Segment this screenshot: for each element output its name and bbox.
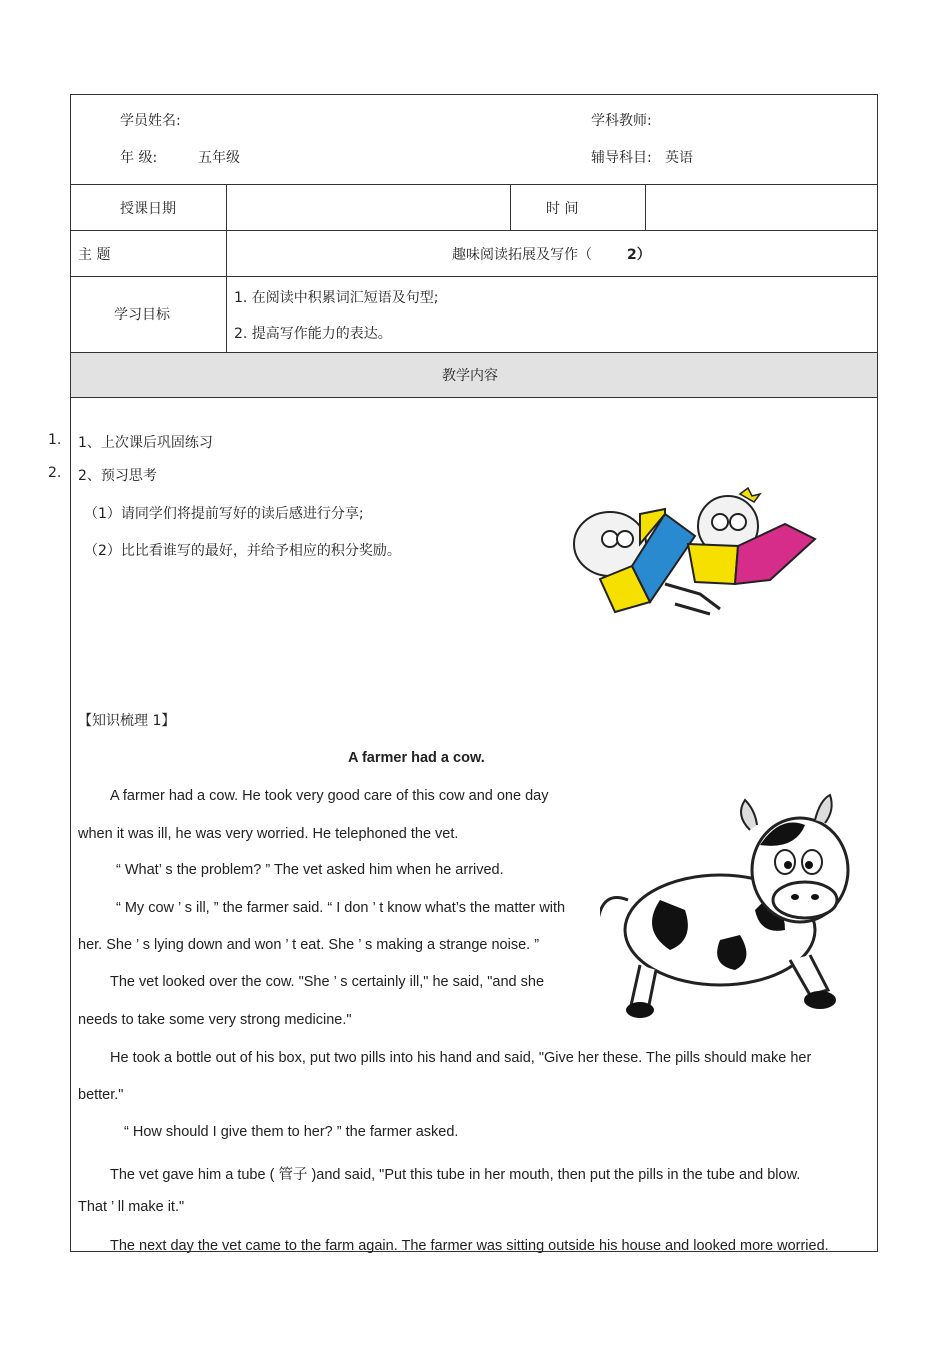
col-divider	[226, 184, 227, 352]
sub-item-1: （1）请同学们将提前写好的读后感进行分享;	[84, 506, 364, 522]
row-divider	[70, 184, 878, 185]
row-divider	[70, 276, 878, 277]
story-line: her. She ’ s lying down and won ’ t eat. She ’ s making a strange noise. ”	[78, 937, 540, 953]
teacher-label: 学科教师:	[591, 113, 652, 129]
section-item-2: 2、预习思考	[78, 468, 157, 484]
story-line: That ’ ll make it."	[78, 1199, 185, 1215]
goal-item-1: 1. 在阅读中积累词汇短语及句型;	[234, 290, 439, 306]
story-line: when it was ill, he was very worried. He telephoned the vet.	[78, 826, 459, 842]
story-line: better."	[78, 1087, 124, 1103]
topic-number: 2）	[627, 247, 651, 263]
grade-label: 年 级:	[120, 150, 158, 166]
topic-label: 主 题	[78, 247, 111, 263]
date-label: 授课日期	[120, 201, 176, 217]
time-label: 时 间	[546, 201, 579, 217]
cow-illustration	[600, 790, 865, 1020]
lesson-table	[70, 94, 878, 1252]
subject-label: 辅导科目:	[591, 150, 652, 166]
grade-value: 五年级	[198, 150, 240, 166]
story-line: The vet looked over the cow. "She ’ s certainly ill," he said, "and she	[110, 974, 545, 990]
col-divider	[510, 184, 511, 230]
story-line: The next day the vet came to the farm again. The farmer was sitting outside his house and looked more worried.	[110, 1238, 829, 1254]
story-line: A farmer had a cow. He took very good care of this cow and one day	[110, 788, 549, 804]
row-divider	[70, 230, 878, 231]
col-divider	[645, 184, 646, 230]
student-name-label: 学员姓名:	[120, 113, 181, 129]
sub-item-2: （2）比比看谁写的最好，并给予相应的积分奖励。	[84, 543, 401, 559]
story-line: “ How should I give them to her? ” the farmer asked.	[124, 1124, 459, 1140]
list-number: 1.	[48, 432, 62, 448]
topic-value: 趣味阅读拓展及写作（	[452, 247, 592, 263]
story-line: The vet gave him a tube ( 管子 )and said, "Put this tube in her mouth, then put the pills in the tube and blow.	[110, 1167, 801, 1183]
content-label: 教学内容	[442, 368, 498, 384]
story-line: He took a bottle out of his box, put two pills into his hand and said, "Give her these. The pills should make her	[110, 1050, 812, 1066]
subject-value: 英语	[665, 150, 693, 166]
knowledge-heading: 【知识梳理 1】	[78, 713, 176, 729]
reading-children-illustration	[570, 484, 820, 624]
goal-item-2: 2. 提高写作能力的表达。	[234, 326, 392, 342]
story-line: needs to take some very strong medicine."	[78, 1012, 352, 1028]
list-number: 2.	[48, 465, 62, 481]
story-line: “ My cow ’ s ill, ” the farmer said. “ I don ’ t know what’s the matter with	[116, 900, 566, 916]
section-item-1: 1、上次课后巩固练习	[78, 435, 213, 451]
goal-label: 学习目标	[114, 307, 170, 323]
story-title: A farmer had a cow.	[348, 750, 485, 766]
story-line: “ What’ s the problem? ” The vet asked him when he arrived.	[116, 862, 504, 878]
row-divider	[70, 397, 878, 398]
